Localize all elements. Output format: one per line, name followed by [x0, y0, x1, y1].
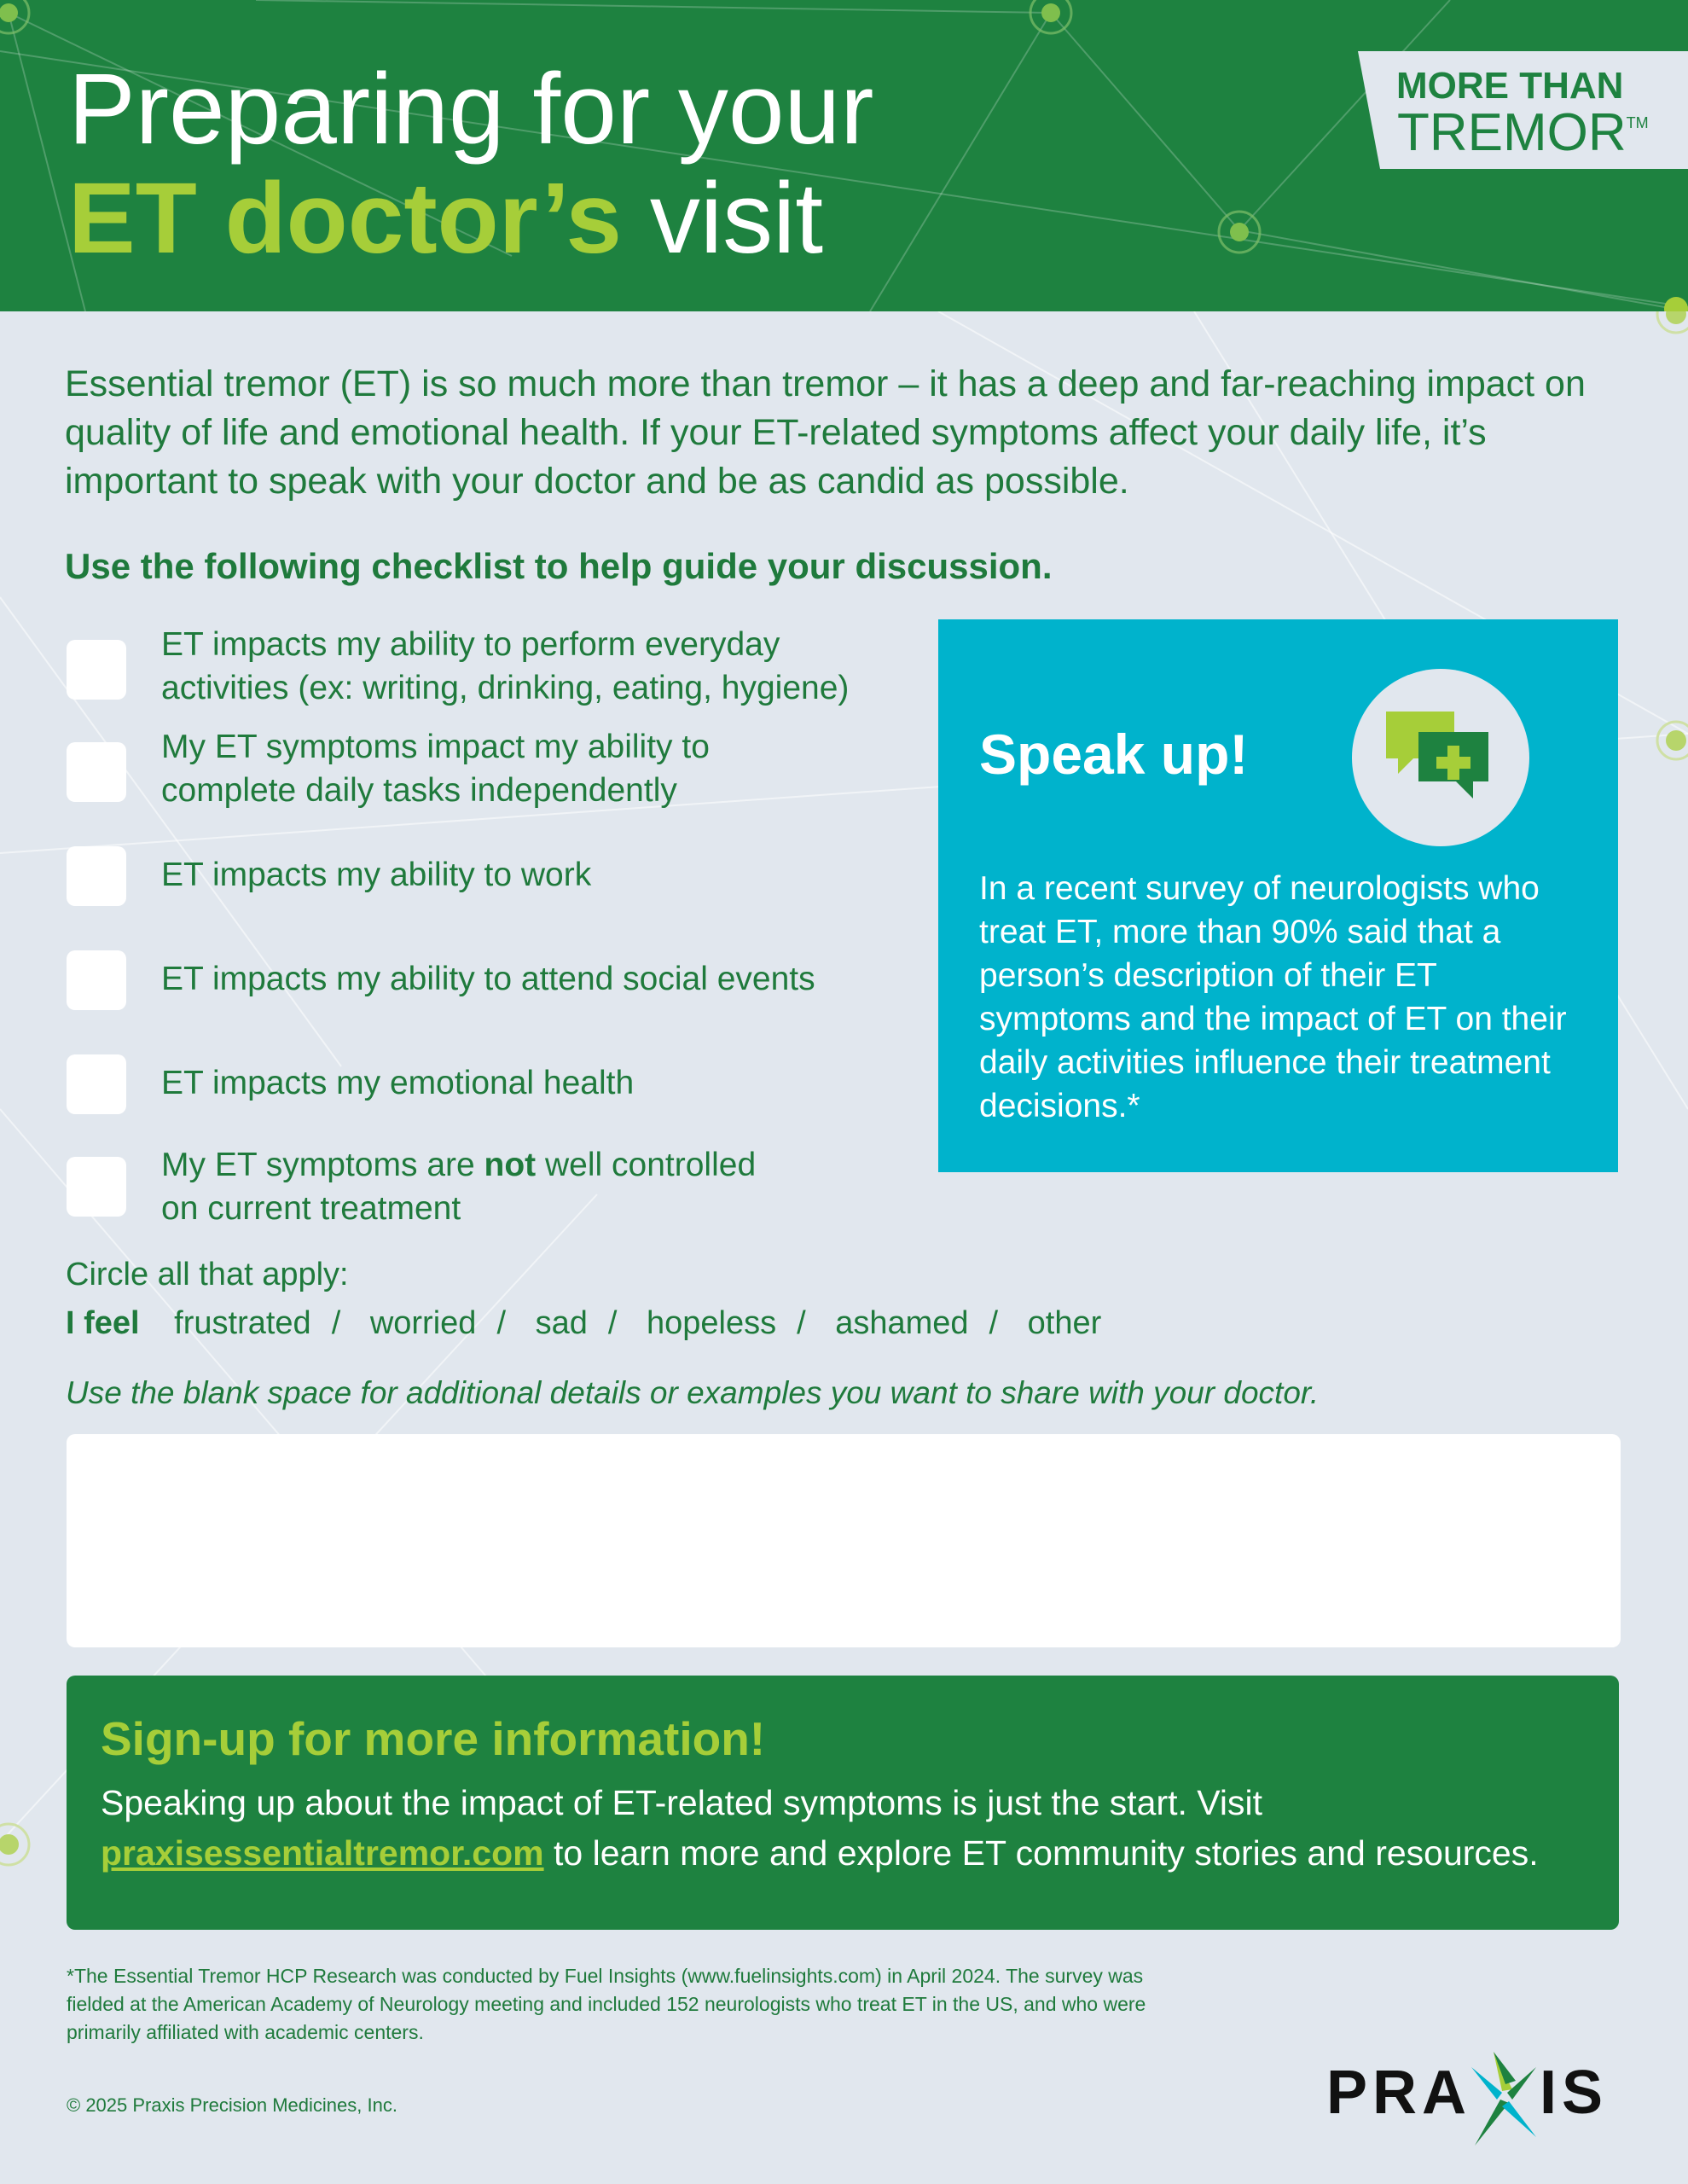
brand-line1: MORE THAN [1396, 65, 1624, 107]
page-title-rest: visit [649, 162, 824, 275]
chat-plus-icon [1352, 669, 1529, 846]
circle-all-label: Circle all that apply: [66, 1257, 349, 1292]
feeling-separator: / [331, 1305, 341, 1341]
feeling-option-other[interactable]: other [1027, 1305, 1102, 1341]
checkbox[interactable] [67, 1054, 126, 1114]
feeling-separator: / [496, 1305, 506, 1341]
feeling-separator: / [989, 1305, 999, 1341]
checklist-line: My ET symptoms impact my ability to [161, 729, 710, 765]
checkbox[interactable] [67, 1157, 126, 1217]
checkbox[interactable] [67, 950, 126, 1010]
speak-up-callout [938, 619, 1618, 1172]
feeling-option-ashamed[interactable]: ashamed [835, 1305, 969, 1341]
checklist-item-text [161, 1143, 756, 1230]
feeling-option-frustrated[interactable]: frustrated [174, 1305, 311, 1341]
checkbox[interactable] [67, 640, 126, 700]
page-title-line1: Preparing for your [68, 53, 874, 166]
feeling-option-hopeless[interactable]: hopeless [646, 1305, 777, 1341]
feeling-separator: / [607, 1305, 618, 1341]
checklist-item-text [161, 725, 710, 812]
signup-body-text: Speaking up about the impact of ET-related symptoms is just the start. Visit [101, 1783, 1263, 1822]
checkbox[interactable] [67, 742, 126, 802]
signup-body [101, 1778, 1602, 1879]
checklist-line: on current treatment [161, 1190, 461, 1227]
checklist-heading: Use the following checklist to help guide your discussion. [65, 546, 1053, 586]
emphasis-not: not [484, 1147, 537, 1183]
brand-trademark: TM [1626, 114, 1649, 131]
notes-instruction: Use the blank space for additional details or examples you want to share with your doctor. [66, 1375, 1320, 1410]
signup-title: Sign-up for more information! [101, 1712, 766, 1765]
checkbox[interactable] [67, 846, 126, 906]
page-title-highlight: ET doctor’s [68, 162, 623, 275]
logo-text-left: PRA [1326, 2059, 1472, 2127]
logo-x-mark [1471, 2052, 1536, 2146]
checklist-item-text: ET impacts my ability to work [161, 857, 592, 893]
checklist-item-text [161, 623, 849, 710]
praxis-logo [1326, 2043, 1621, 2154]
checklist-item-text: ET impacts my ability to attend social events [161, 961, 815, 997]
logo-text-right: IS [1540, 2059, 1609, 2127]
speak-up-body: In a recent survey of neurologists who treat ET, more than 90% said that a person’s description of their ET symptoms and the impact of ET on their daily activities influence their treatment decisions.* [979, 870, 1567, 1124]
speak-up-title: Speak up! [979, 723, 1249, 786]
text-span: well controlled [536, 1147, 757, 1183]
intro-paragraph: Essential tremor (ET) is so much more than tremor – it has a deep and far-reaching impact on quality of life and emotional health. If your ET-related symptoms affect your daily life, it’s important to speak with your doctor and be as candid as possible. [65, 363, 1586, 502]
copyright: © 2025 Praxis Precision Medicines, Inc. [67, 2094, 397, 2116]
feelings-row [66, 1305, 1101, 1342]
footnote: *The Essential Tremor HCP Research was conducted by Fuel Insights (www.fuelinsights.com) in April 2024. The survey was fielded at the American Academy of Neurology meeting and included 152 neurologists who treat ET in the US, and who were primarily affiliated with academic centers. [67, 1965, 1146, 2043]
notes-area[interactable] [67, 1434, 1621, 1647]
checklist-line: ET impacts my ability to perform everyday [161, 626, 780, 663]
signup-panel [67, 1676, 1619, 1930]
feeling-option-sad[interactable]: sad [535, 1305, 588, 1341]
speak-up-icon-circle [1352, 669, 1529, 846]
website-link[interactable]: praxisessentialtremor.com [101, 1833, 544, 1873]
feelings-prefix: I feel [66, 1305, 140, 1341]
signup-body-text: to learn more and explore ET community stories and resources. [554, 1833, 1539, 1873]
feeling-option-worried[interactable]: worried [369, 1305, 477, 1341]
brand-word: TREMOR [1397, 103, 1627, 162]
feeling-separator: / [797, 1305, 806, 1341]
checklist-item-text: ET impacts my emotional health [161, 1065, 635, 1101]
checklist-line: complete daily tasks independently [161, 772, 677, 809]
checklist-line [161, 1143, 756, 1187]
checklist-line: activities (ex: writing, drinking, eating, hygiene) [161, 670, 850, 706]
text-span: My ET symptoms are [161, 1147, 484, 1183]
